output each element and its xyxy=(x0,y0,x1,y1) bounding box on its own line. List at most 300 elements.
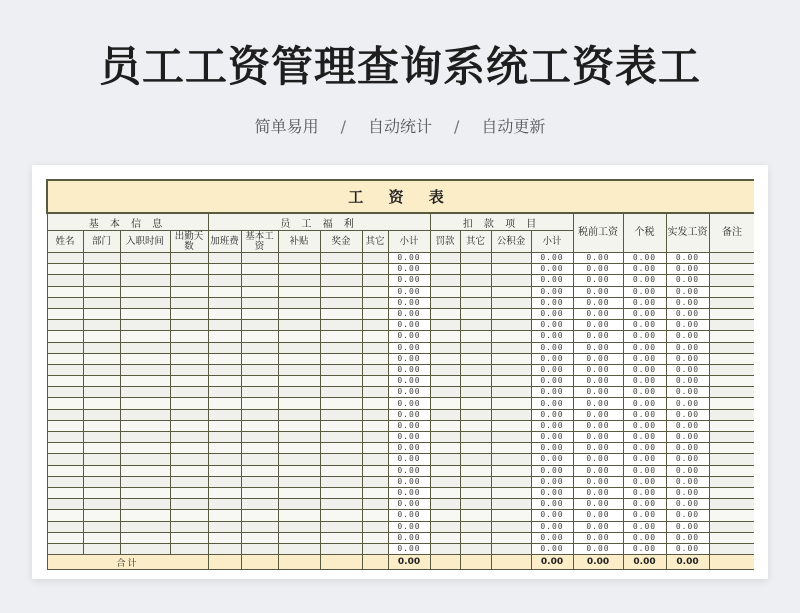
table-cell[interactable]: 0.00 xyxy=(573,275,623,286)
table-cell[interactable] xyxy=(83,264,120,275)
table-cell[interactable] xyxy=(460,476,491,487)
table-cell[interactable] xyxy=(120,499,170,510)
table-cell[interactable]: 0.00 xyxy=(623,499,666,510)
table-cell[interactable] xyxy=(83,454,120,465)
table-cell[interactable]: 0.00 xyxy=(573,353,623,364)
table-cell[interactable] xyxy=(362,443,388,454)
table-cell[interactable] xyxy=(460,331,491,342)
table-cell[interactable] xyxy=(362,342,388,353)
table-cell[interactable]: 0.00 xyxy=(666,510,709,521)
table-cell[interactable] xyxy=(491,409,531,420)
table-cell[interactable]: 0.00 xyxy=(623,376,666,387)
table-cell[interactable] xyxy=(709,443,754,454)
table-cell[interactable]: 0.00 xyxy=(623,253,666,264)
table-cell[interactable] xyxy=(278,364,320,375)
table-cell[interactable]: 0.00 xyxy=(666,465,709,476)
table-cell[interactable]: 0.00 xyxy=(623,543,666,554)
table-cell[interactable] xyxy=(362,487,388,498)
table-cell[interactable] xyxy=(709,454,754,465)
table-cell[interactable]: 0.00 xyxy=(666,387,709,398)
table-cell[interactable] xyxy=(83,476,120,487)
table-cell[interactable] xyxy=(208,297,241,308)
table-cell[interactable]: 0.00 xyxy=(573,521,623,532)
table-cell[interactable]: 0.00 xyxy=(388,320,430,331)
table-cell[interactable]: 0.00 xyxy=(623,465,666,476)
total-cell[interactable] xyxy=(278,555,320,570)
table-cell[interactable] xyxy=(491,398,531,409)
table-cell[interactable] xyxy=(83,286,120,297)
table-cell[interactable] xyxy=(83,308,120,319)
table-cell[interactable] xyxy=(362,476,388,487)
table-cell[interactable]: 0.00 xyxy=(388,510,430,521)
table-cell[interactable]: 0.00 xyxy=(623,443,666,454)
table-cell[interactable] xyxy=(709,499,754,510)
table-cell[interactable] xyxy=(320,443,362,454)
total-cell[interactable] xyxy=(241,555,278,570)
table-cell[interactable]: 0.00 xyxy=(666,420,709,431)
table-cell[interactable] xyxy=(170,499,208,510)
table-cell[interactable] xyxy=(47,510,83,521)
table-cell[interactable] xyxy=(208,487,241,498)
table-cell[interactable] xyxy=(709,532,754,543)
table-cell[interactable]: 0.00 xyxy=(573,264,623,275)
total-cell[interactable] xyxy=(709,555,754,570)
table-cell[interactable]: 0.00 xyxy=(573,487,623,498)
table-cell[interactable] xyxy=(430,454,460,465)
table-cell[interactable] xyxy=(278,465,320,476)
table-cell[interactable]: 0.00 xyxy=(388,521,430,532)
table-cell[interactable] xyxy=(430,532,460,543)
table-cell[interactable]: 0.00 xyxy=(388,331,430,342)
table-cell[interactable] xyxy=(709,308,754,319)
table-cell[interactable]: 0.00 xyxy=(666,476,709,487)
table-cell[interactable] xyxy=(47,342,83,353)
table-cell[interactable] xyxy=(83,342,120,353)
table-cell[interactable] xyxy=(83,432,120,443)
total-cell[interactable] xyxy=(320,555,362,570)
table-cell[interactable] xyxy=(47,532,83,543)
table-cell[interactable] xyxy=(709,331,754,342)
table-cell[interactable] xyxy=(241,409,278,420)
table-cell[interactable] xyxy=(709,420,754,431)
table-cell[interactable]: 0.00 xyxy=(666,409,709,420)
table-cell[interactable] xyxy=(241,420,278,431)
table-cell[interactable]: 0.00 xyxy=(666,286,709,297)
table-cell[interactable] xyxy=(208,364,241,375)
table-cell[interactable] xyxy=(120,253,170,264)
table-cell[interactable] xyxy=(320,521,362,532)
table-cell[interactable] xyxy=(460,398,491,409)
table-cell[interactable] xyxy=(709,376,754,387)
table-cell[interactable] xyxy=(83,353,120,364)
table-cell[interactable] xyxy=(460,487,491,498)
table-cell[interactable]: 0.00 xyxy=(573,364,623,375)
table-cell[interactable] xyxy=(83,487,120,498)
table-cell[interactable] xyxy=(491,454,531,465)
table-cell[interactable]: 0.00 xyxy=(623,510,666,521)
table-cell[interactable] xyxy=(208,543,241,554)
table-cell[interactable] xyxy=(430,286,460,297)
table-cell[interactable] xyxy=(491,320,531,331)
table-cell[interactable] xyxy=(241,331,278,342)
table-cell[interactable]: 0.00 xyxy=(666,297,709,308)
table-cell[interactable] xyxy=(278,342,320,353)
table-cell[interactable] xyxy=(241,275,278,286)
table-cell[interactable] xyxy=(430,353,460,364)
table-cell[interactable] xyxy=(430,297,460,308)
table-cell[interactable] xyxy=(208,264,241,275)
table-cell[interactable] xyxy=(491,308,531,319)
table-cell[interactable]: 0.00 xyxy=(388,454,430,465)
table-cell[interactable] xyxy=(491,275,531,286)
table-cell[interactable] xyxy=(460,353,491,364)
table-cell[interactable] xyxy=(491,499,531,510)
table-cell[interactable] xyxy=(362,398,388,409)
table-cell[interactable]: 0.00 xyxy=(666,331,709,342)
table-cell[interactable] xyxy=(120,308,170,319)
table-cell[interactable]: 0.00 xyxy=(531,398,573,409)
total-subtotal-welfare[interactable]: 0.00 xyxy=(388,555,430,570)
table-cell[interactable] xyxy=(430,253,460,264)
table-cell[interactable] xyxy=(47,409,83,420)
table-cell[interactable] xyxy=(241,286,278,297)
table-cell[interactable]: 0.00 xyxy=(531,432,573,443)
table-cell[interactable] xyxy=(320,499,362,510)
table-cell[interactable] xyxy=(120,320,170,331)
table-cell[interactable] xyxy=(430,275,460,286)
table-cell[interactable] xyxy=(709,353,754,364)
table-cell[interactable] xyxy=(47,465,83,476)
table-cell[interactable] xyxy=(47,443,83,454)
table-cell[interactable]: 0.00 xyxy=(573,543,623,554)
table-cell[interactable]: 0.00 xyxy=(666,398,709,409)
table-cell[interactable]: 0.00 xyxy=(666,364,709,375)
table-cell[interactable] xyxy=(491,297,531,308)
table-cell[interactable] xyxy=(170,275,208,286)
table-cell[interactable]: 0.00 xyxy=(666,521,709,532)
table-cell[interactable]: 0.00 xyxy=(531,353,573,364)
table-cell[interactable] xyxy=(170,308,208,319)
table-cell[interactable]: 0.00 xyxy=(531,264,573,275)
table-cell[interactable] xyxy=(170,487,208,498)
table-cell[interactable] xyxy=(170,376,208,387)
table-cell[interactable]: 0.00 xyxy=(388,409,430,420)
total-net[interactable]: 0.00 xyxy=(666,555,709,570)
table-cell[interactable]: 0.00 xyxy=(573,499,623,510)
table-cell[interactable] xyxy=(241,443,278,454)
table-cell[interactable] xyxy=(320,286,362,297)
table-cell[interactable]: 0.00 xyxy=(388,432,430,443)
table-cell[interactable] xyxy=(208,420,241,431)
table-cell[interactable] xyxy=(120,398,170,409)
table-cell[interactable] xyxy=(709,297,754,308)
table-cell[interactable] xyxy=(709,387,754,398)
table-cell[interactable] xyxy=(430,443,460,454)
table-cell[interactable] xyxy=(362,331,388,342)
table-cell[interactable] xyxy=(362,499,388,510)
table-cell[interactable] xyxy=(83,420,120,431)
table-cell[interactable] xyxy=(208,521,241,532)
table-cell[interactable] xyxy=(170,253,208,264)
table-cell[interactable] xyxy=(47,387,83,398)
table-cell[interactable] xyxy=(208,342,241,353)
table-cell[interactable] xyxy=(47,432,83,443)
table-cell[interactable]: 0.00 xyxy=(388,543,430,554)
table-cell[interactable] xyxy=(362,264,388,275)
table-cell[interactable] xyxy=(47,521,83,532)
table-cell[interactable] xyxy=(320,376,362,387)
table-cell[interactable]: 0.00 xyxy=(666,543,709,554)
total-cell[interactable] xyxy=(362,555,388,570)
table-cell[interactable] xyxy=(362,420,388,431)
table-cell[interactable] xyxy=(47,320,83,331)
table-cell[interactable]: 0.00 xyxy=(623,320,666,331)
table-cell[interactable]: 0.00 xyxy=(388,499,430,510)
total-cell[interactable] xyxy=(491,555,531,570)
table-cell[interactable] xyxy=(430,521,460,532)
table-cell[interactable] xyxy=(278,499,320,510)
table-cell[interactable] xyxy=(170,543,208,554)
table-cell[interactable] xyxy=(120,364,170,375)
total-tax[interactable]: 0.00 xyxy=(623,555,666,570)
table-cell[interactable]: 0.00 xyxy=(666,253,709,264)
table-cell[interactable] xyxy=(241,398,278,409)
table-cell[interactable]: 0.00 xyxy=(531,543,573,554)
table-cell[interactable] xyxy=(491,432,531,443)
table-cell[interactable]: 0.00 xyxy=(531,465,573,476)
table-cell[interactable] xyxy=(430,342,460,353)
table-cell[interactable]: 0.00 xyxy=(388,376,430,387)
table-cell[interactable]: 0.00 xyxy=(531,364,573,375)
table-cell[interactable] xyxy=(83,409,120,420)
table-cell[interactable] xyxy=(83,532,120,543)
table-cell[interactable] xyxy=(362,465,388,476)
table-cell[interactable]: 0.00 xyxy=(573,465,623,476)
table-cell[interactable] xyxy=(47,487,83,498)
table-cell[interactable] xyxy=(362,353,388,364)
table-cell[interactable]: 0.00 xyxy=(531,476,573,487)
table-cell[interactable] xyxy=(491,465,531,476)
table-cell[interactable] xyxy=(241,342,278,353)
table-cell[interactable]: 0.00 xyxy=(388,398,430,409)
table-cell[interactable]: 0.00 xyxy=(623,353,666,364)
table-cell[interactable]: 0.00 xyxy=(573,376,623,387)
table-cell[interactable] xyxy=(278,543,320,554)
table-cell[interactable] xyxy=(430,499,460,510)
table-cell[interactable] xyxy=(120,476,170,487)
table-cell[interactable] xyxy=(83,253,120,264)
table-cell[interactable] xyxy=(460,510,491,521)
table-cell[interactable] xyxy=(320,543,362,554)
table-cell[interactable] xyxy=(208,499,241,510)
table-cell[interactable]: 0.00 xyxy=(623,297,666,308)
table-cell[interactable]: 0.00 xyxy=(623,275,666,286)
table-cell[interactable] xyxy=(460,297,491,308)
table-cell[interactable] xyxy=(320,532,362,543)
table-cell[interactable] xyxy=(47,275,83,286)
table-cell[interactable] xyxy=(278,320,320,331)
total-cell[interactable] xyxy=(208,555,241,570)
table-cell[interactable] xyxy=(120,532,170,543)
table-cell[interactable]: 0.00 xyxy=(623,521,666,532)
table-cell[interactable] xyxy=(430,387,460,398)
table-cell[interactable]: 0.00 xyxy=(531,376,573,387)
table-cell[interactable] xyxy=(460,454,491,465)
table-cell[interactable] xyxy=(278,443,320,454)
table-cell[interactable] xyxy=(460,308,491,319)
table-cell[interactable] xyxy=(491,476,531,487)
table-cell[interactable] xyxy=(241,353,278,364)
table-cell[interactable] xyxy=(120,521,170,532)
table-cell[interactable] xyxy=(170,264,208,275)
table-cell[interactable] xyxy=(83,510,120,521)
table-cell[interactable] xyxy=(460,432,491,443)
table-cell[interactable] xyxy=(120,409,170,420)
table-cell[interactable] xyxy=(83,320,120,331)
table-cell[interactable]: 0.00 xyxy=(573,253,623,264)
table-cell[interactable] xyxy=(491,387,531,398)
table-cell[interactable] xyxy=(47,499,83,510)
table-cell[interactable] xyxy=(120,297,170,308)
table-cell[interactable] xyxy=(460,376,491,387)
table-cell[interactable] xyxy=(320,487,362,498)
table-cell[interactable] xyxy=(362,521,388,532)
table-cell[interactable] xyxy=(362,432,388,443)
table-cell[interactable] xyxy=(278,387,320,398)
table-cell[interactable] xyxy=(362,532,388,543)
table-cell[interactable] xyxy=(278,487,320,498)
table-cell[interactable] xyxy=(47,398,83,409)
table-cell[interactable]: 0.00 xyxy=(531,387,573,398)
table-cell[interactable] xyxy=(320,353,362,364)
table-cell[interactable] xyxy=(362,320,388,331)
table-cell[interactable] xyxy=(208,409,241,420)
table-cell[interactable] xyxy=(460,532,491,543)
table-cell[interactable] xyxy=(278,521,320,532)
table-cell[interactable] xyxy=(320,409,362,420)
table-cell[interactable] xyxy=(278,331,320,342)
table-cell[interactable]: 0.00 xyxy=(388,387,430,398)
table-cell[interactable] xyxy=(460,342,491,353)
table-cell[interactable] xyxy=(170,353,208,364)
table-cell[interactable]: 0.00 xyxy=(623,331,666,342)
table-cell[interactable] xyxy=(362,275,388,286)
table-cell[interactable] xyxy=(430,264,460,275)
table-cell[interactable] xyxy=(241,532,278,543)
table-cell[interactable] xyxy=(208,331,241,342)
table-cell[interactable] xyxy=(460,286,491,297)
table-cell[interactable]: 0.00 xyxy=(666,308,709,319)
table-cell[interactable] xyxy=(208,286,241,297)
table-cell[interactable]: 0.00 xyxy=(388,476,430,487)
table-cell[interactable] xyxy=(241,387,278,398)
table-cell[interactable] xyxy=(491,342,531,353)
table-cell[interactable] xyxy=(491,353,531,364)
table-cell[interactable]: 0.00 xyxy=(388,465,430,476)
table-cell[interactable] xyxy=(120,510,170,521)
table-cell[interactable] xyxy=(47,264,83,275)
table-cell[interactable] xyxy=(491,532,531,543)
table-cell[interactable] xyxy=(430,432,460,443)
table-cell[interactable] xyxy=(460,264,491,275)
table-cell[interactable]: 0.00 xyxy=(666,532,709,543)
table-cell[interactable]: 0.00 xyxy=(531,308,573,319)
table-cell[interactable] xyxy=(320,398,362,409)
table-cell[interactable]: 0.00 xyxy=(573,454,623,465)
table-cell[interactable]: 0.00 xyxy=(666,320,709,331)
table-cell[interactable] xyxy=(120,275,170,286)
table-cell[interactable] xyxy=(47,353,83,364)
table-cell[interactable] xyxy=(47,364,83,375)
table-cell[interactable] xyxy=(320,253,362,264)
table-cell[interactable] xyxy=(170,532,208,543)
table-cell[interactable] xyxy=(709,253,754,264)
table-cell[interactable]: 0.00 xyxy=(573,320,623,331)
table-cell[interactable] xyxy=(278,264,320,275)
table-cell[interactable]: 0.00 xyxy=(623,432,666,443)
table-cell[interactable] xyxy=(170,342,208,353)
table-cell[interactable] xyxy=(362,454,388,465)
table-cell[interactable]: 0.00 xyxy=(531,409,573,420)
table-cell[interactable] xyxy=(491,521,531,532)
table-cell[interactable] xyxy=(709,510,754,521)
table-cell[interactable] xyxy=(278,308,320,319)
table-cell[interactable] xyxy=(460,387,491,398)
table-cell[interactable] xyxy=(47,331,83,342)
table-cell[interactable] xyxy=(170,409,208,420)
table-cell[interactable] xyxy=(241,364,278,375)
table-cell[interactable] xyxy=(320,320,362,331)
table-cell[interactable]: 0.00 xyxy=(573,510,623,521)
table-cell[interactable]: 0.00 xyxy=(531,532,573,543)
table-cell[interactable] xyxy=(241,543,278,554)
table-cell[interactable] xyxy=(491,286,531,297)
table-cell[interactable] xyxy=(120,376,170,387)
table-cell[interactable] xyxy=(320,275,362,286)
table-cell[interactable] xyxy=(120,331,170,342)
table-cell[interactable] xyxy=(170,521,208,532)
table-cell[interactable] xyxy=(120,487,170,498)
table-cell[interactable] xyxy=(320,331,362,342)
table-cell[interactable]: 0.00 xyxy=(666,376,709,387)
table-cell[interactable]: 0.00 xyxy=(573,331,623,342)
table-cell[interactable] xyxy=(278,253,320,264)
table-cell[interactable]: 0.00 xyxy=(623,409,666,420)
table-cell[interactable] xyxy=(460,543,491,554)
table-cell[interactable] xyxy=(241,376,278,387)
table-cell[interactable] xyxy=(362,253,388,264)
table-cell[interactable]: 0.00 xyxy=(531,331,573,342)
table-cell[interactable] xyxy=(120,543,170,554)
table-cell[interactable]: 0.00 xyxy=(623,398,666,409)
table-cell[interactable] xyxy=(362,543,388,554)
table-cell[interactable]: 0.00 xyxy=(623,264,666,275)
table-cell[interactable] xyxy=(709,409,754,420)
table-cell[interactable]: 0.00 xyxy=(573,398,623,409)
table-cell[interactable] xyxy=(83,331,120,342)
table-cell[interactable] xyxy=(47,286,83,297)
table-cell[interactable] xyxy=(491,510,531,521)
table-cell[interactable] xyxy=(430,465,460,476)
table-cell[interactable]: 0.00 xyxy=(623,387,666,398)
table-cell[interactable] xyxy=(120,454,170,465)
table-cell[interactable] xyxy=(120,264,170,275)
table-cell[interactable]: 0.00 xyxy=(623,532,666,543)
table-cell[interactable] xyxy=(278,398,320,409)
table-cell[interactable]: 0.00 xyxy=(623,364,666,375)
total-subtotal-deduction[interactable]: 0.00 xyxy=(531,555,573,570)
table-cell[interactable]: 0.00 xyxy=(623,342,666,353)
